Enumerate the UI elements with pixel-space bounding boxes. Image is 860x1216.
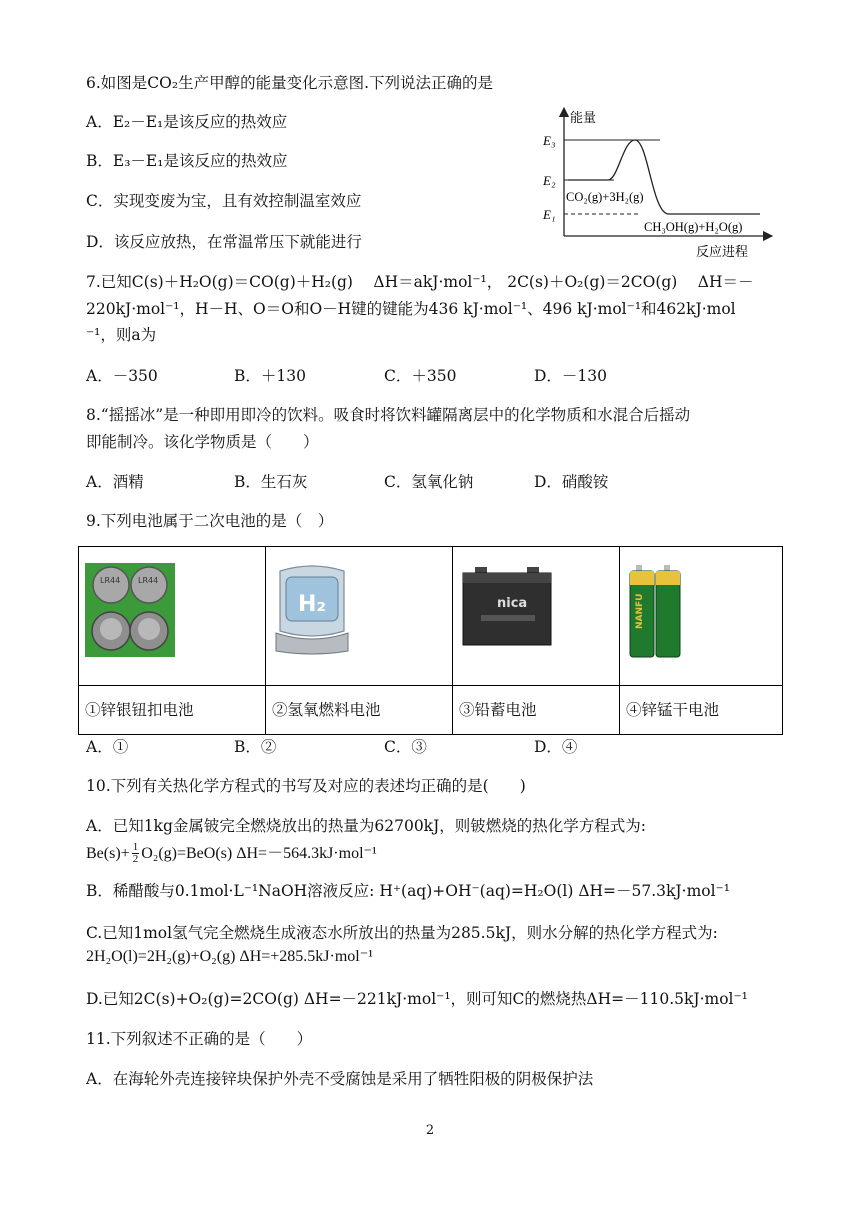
battery-table (78, 546, 783, 735)
dry-cell-image-cell (620, 547, 783, 686)
battery-caption-2: ②氢氧燃料电池 (266, 686, 453, 735)
q7-option-a: A．－350 (86, 367, 158, 385)
q9-option-d: D．④ (534, 738, 578, 756)
q7-option-b: B．＋130 (234, 367, 306, 385)
q11-stem: 11.下列叙述不正确的是（ ） (86, 1030, 313, 1048)
button-cell-image-cell (79, 547, 266, 686)
q7-option-d: D．－130 (534, 367, 608, 385)
q10-stem: 10.下列有关热化学方程式的书写及对应的表述均正确的是( ) (86, 777, 526, 795)
battery-label-lr44-2: LR44 (138, 576, 159, 585)
q10-option-d: D.已知2C(s)+O₂(g)=2CO(g) ΔH=－221kJ·mol⁻¹，则可知C的燃烧热ΔH=－110.5kJ·mol⁻¹ (86, 990, 748, 1008)
q8-option-a: A．酒精 (86, 473, 144, 491)
q7-line-3: ⁻¹，则a为 (86, 326, 157, 344)
fuel-cell-image-cell (266, 547, 453, 686)
battery-label-lr44-1: LR44 (100, 576, 121, 585)
q10-option-a-text: A．已知1kg金属铍完全燃烧放出的热量为62700kJ，则铍燃烧的热化学方程式为: (86, 817, 647, 835)
q6-option-a: A．E₂－E₁是该反应的热效应 (86, 113, 288, 131)
y-axis-label: 能量 (570, 111, 597, 126)
e1-label: E₁ (543, 207, 556, 222)
q6-option-d: D．该反应放热，在常温常压下就能进行 (86, 233, 362, 251)
q8-option-c: C．氢氧化钠 (384, 473, 474, 491)
q10-a-frac-den: 2 (132, 853, 139, 865)
q10-option-b: B．稀醋酸与0.1mol·L⁻¹NaOH溶液反应: H⁺(aq)+OH⁻(aq)=H₂O(l) ΔH=－57.3kJ·mol⁻¹ (86, 882, 730, 900)
product-label: CH₃OH(g)+H₂O(g) (644, 220, 743, 234)
q10-a-frac-num: 1 (132, 841, 139, 853)
e2-label: E₂ (543, 173, 556, 188)
energy-diagram (538, 104, 778, 262)
q10-option-c-equation: 2H₂O(l)=2H₂(g)+O₂(g) ΔH=+285.5kJ·mol⁻¹ (86, 948, 373, 965)
q8-line-2: 即能制冷。该化学物质是（ ） (86, 433, 319, 451)
battery-caption-4: ④锌锰干电池 (620, 686, 783, 735)
q8-line-1: 8.“摇摇冰”是一种即用即冷的饮料。吸食时将饮料罐隔离层中的化学物质和水混合后摇动 (86, 406, 691, 424)
dry-cell-battery-icon (626, 563, 686, 661)
q8-option-b: B．生石灰 (234, 473, 308, 491)
q7-option-c: C．＋350 (384, 367, 457, 385)
e3-label: E₃ (543, 133, 556, 148)
q9-option-a: A．① (86, 738, 129, 756)
q6-option-c: C．实现变废为宝，且有效控制温室效应 (86, 192, 362, 210)
button-cell-battery-icon (85, 563, 175, 657)
battery-caption-3: ③铅蓄电池 (453, 686, 620, 735)
q7-line-1: 7.已知C(s)＋H₂O(g)＝CO(g)＋H₂(g) ΔH＝akJ·mol⁻¹， 2C(s)＋O₂(g)＝2CO(g) ΔH＝－ (86, 273, 754, 291)
q8-option-d: D．硝酸铵 (534, 473, 609, 491)
lead-acid-image-cell (453, 547, 620, 686)
q10-a-eq-post: O₂(g)=BeO(s) ΔH=－564.3kJ·mol⁻¹ (141, 844, 377, 862)
q11-option-a: A．在海轮外壳连接锌块保护外壳不受腐蚀是采用了牺牲阳极的阴极保护法 (86, 1070, 594, 1088)
q6-stem: 6.如图是CO₂生产甲醇的能量变化示意图.下列说法正确的是 (86, 74, 493, 92)
x-axis-label: 反应进程 (696, 245, 749, 260)
q10-a-eq-pre: Be(s)+ (86, 844, 130, 862)
q10-option-c-text: C.已知1mol氢气完全燃烧生成液态水所放出的热量为285.5kJ，则水分解的热化学方程式为: (86, 924, 718, 942)
q9-stem: 9.下列电池属于二次电池的是（ ） (86, 512, 334, 530)
reactant-label: CO₂(g)+3H₂(g) (566, 190, 644, 204)
q10-a-fraction (132, 842, 140, 865)
fuel-cell-icon (272, 561, 352, 657)
q7-line-2: 220kJ·mol⁻¹，H－H、O＝O和O－H键的键能为436 kJ·mol⁻¹、496 kJ·mol⁻¹和462kJ·mol (86, 300, 736, 318)
lead-acid-battery-icon (459, 565, 555, 649)
q9-option-c: C．③ (384, 738, 427, 756)
battery-caption-1: ①锌银钮扣电池 (79, 686, 266, 735)
dry-cell-brand-label: NANFU (635, 593, 645, 629)
page-number: 2 (425, 1123, 435, 1138)
fuel-cell-h2-label: H₂ (298, 592, 327, 617)
q10-option-a-equation (86, 842, 377, 865)
q9-option-b: B．② (234, 738, 277, 756)
q6-option-b: B．E₃－E₁是该反应的热效应 (86, 152, 288, 170)
lead-acid-brand-label: nica (497, 596, 528, 611)
